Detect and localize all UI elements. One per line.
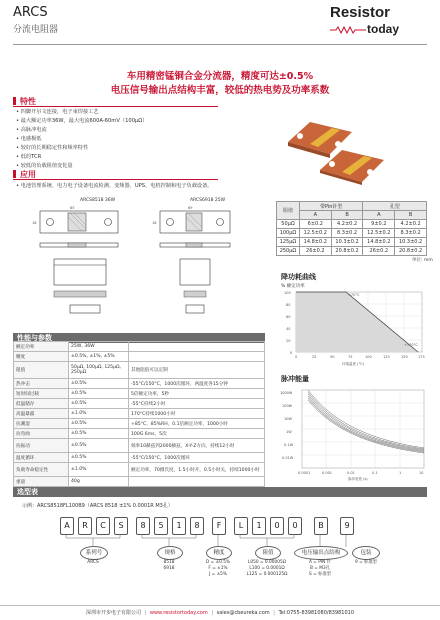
features-divider: [13, 106, 218, 107]
code-box: 5: [154, 517, 168, 535]
performance-heading: 性能与参数: [13, 333, 265, 343]
svg-text:10W: 10W: [284, 417, 292, 421]
dim-header-hole: 孔型: [363, 202, 427, 211]
code-box: 0: [270, 517, 284, 535]
resistor-wave-icon: [330, 26, 370, 34]
derating-xlabel: 环境温度 (°C): [342, 362, 365, 366]
application-divider: [13, 179, 218, 180]
table-row: 负载寿命稳定性 ±1.0% 额定功率，70摄氏度，1.5小时开，0.5小时关，持续1000小时: [14, 463, 265, 477]
svg-text:0.1: 0.1: [372, 471, 378, 475]
table-row: 精度 ±0.5%, ±1%, ±5%: [14, 352, 265, 362]
table-row: 阻值 50μΩ, 100μΩ, 125μΩ, 250μΩ 其他阻值可以定制: [14, 362, 265, 379]
svg-text:0.001: 0.001: [322, 471, 333, 475]
table-row: 温度循环 ±0.5% -55°C/150°C，1000次循环: [14, 453, 265, 463]
group-spec-values: 8518 6918: [163, 560, 175, 571]
group-resistance-name: 阻值: [255, 546, 281, 560]
slogan-line-1: 车用精密锰铜合金分流器，精度可达±0.5%: [126, 71, 314, 82]
dim-sub: B: [331, 211, 363, 220]
code-box: S: [114, 517, 128, 535]
svg-text:0.01: 0.01: [347, 471, 355, 475]
svg-text:100: 100: [365, 355, 372, 359]
footer-company: 深圳市开步电子有限公司: [85, 610, 141, 616]
svg-text:0: 0: [290, 351, 293, 355]
svg-text:18: 18: [32, 221, 37, 225]
svg-text:1: 1: [399, 471, 402, 475]
code-box: A: [60, 517, 74, 535]
svg-text:50: 50: [330, 355, 335, 359]
pulse-xlabel: 脉冲宽度 (s): [348, 477, 368, 481]
svg-text:175: 175: [418, 355, 425, 359]
application-text: • 电池管理系统、电力电子设备电流检测、变频器、UPS、电机控制和电子负载设备。: [16, 183, 213, 189]
dim-row: 250μΩ 26±0.2 20.8±0.2 26±0.2 20.8±0.2: [277, 247, 427, 256]
dim-header-r: 阻值: [277, 202, 300, 220]
performance-table: [13, 341, 265, 487]
dim-unit: 单位: mm: [412, 258, 433, 263]
code-box: 9: [340, 517, 354, 535]
group-series-values: ARCS: [87, 560, 99, 565]
header-divider: [13, 44, 427, 45]
svg-text:100W: 100W: [282, 404, 293, 408]
feature-item: • 较低的负载阻值变化量: [16, 163, 73, 169]
code-box: 1: [252, 517, 266, 535]
svg-text:18: 18: [152, 221, 157, 225]
dim-header-pin: 带Pin针型: [299, 202, 363, 211]
svg-text:1W: 1W: [286, 430, 292, 434]
footer-email[interactable]: sales@cbeureka.com: [216, 610, 270, 616]
dim-row: 50μΩ 6±0.2 4.2±0.2 9±0.2 4.2±0.2: [277, 220, 427, 229]
code-box: R: [78, 517, 92, 535]
feature-item: • 较好的长期稳定性和频率特性: [16, 145, 89, 151]
code-box: F: [212, 517, 226, 535]
svg-text:60: 60: [286, 315, 291, 319]
pulse-title: 脉冲能量: [281, 375, 309, 383]
svg-text:69: 69: [188, 206, 193, 210]
group-package-values: 9 = 标准型: [355, 560, 377, 565]
table-row: 抗振动 ±0.5% 频率10赫兹到2000赫兹，X-Y-Z方向，持续12小时: [14, 439, 265, 453]
footer-tel: Tel:0755-83981080/83981010: [278, 610, 355, 616]
application-heading: 应用: [13, 169, 36, 180]
group-package-name: 包装: [352, 546, 380, 560]
derating-end-label: +170°C: [404, 343, 418, 347]
logo-text-1: Resistor: [330, 4, 391, 21]
svg-text:0.01W: 0.01W: [282, 456, 294, 460]
table-row: 低温储存 ±0.5% -55°C持续2小时: [14, 399, 265, 409]
svg-text:85: 85: [70, 206, 75, 210]
ordering-heading: 选型表: [13, 487, 427, 497]
feature-item: • 四脚开尔文连接，电子束焊接工艺: [16, 109, 99, 115]
page-title: ARCS: [13, 5, 48, 20]
page-subtitle: 分流电阻器: [13, 25, 59, 35]
drawing-label-right: ARCS6918 25W: [190, 198, 226, 203]
svg-text:1000W: 1000W: [280, 391, 293, 395]
features-list: [16, 108, 147, 171]
svg-text:0.0001: 0.0001: [298, 471, 311, 475]
group-spec-name: 规格: [157, 546, 183, 560]
drawing-label-left: ARCS8518 36W: [80, 198, 116, 203]
derating-title: 降功耗曲线: [281, 273, 316, 281]
group-voltage-point-name: 电压输出点结构: [294, 546, 348, 560]
code-box: C: [96, 517, 110, 535]
svg-text:10: 10: [419, 471, 424, 475]
svg-text:25: 25: [312, 355, 317, 359]
code-box: 8: [190, 517, 204, 535]
logo-text-2: today: [367, 22, 400, 36]
ordering-example: 示例：ARCS8518FL100B9（ARCS 8518 ±1% 0.0001R M3孔）: [22, 503, 173, 509]
code-box: L: [234, 517, 248, 535]
code-box: B: [314, 517, 328, 535]
group-series-name: 系列号: [80, 546, 108, 560]
slogan-line-2: 电压信号输出点结构丰富，较低的热电势及功率系数: [110, 85, 330, 96]
dim-row: 100μΩ 12.5±0.2 8.3±0.2 12.5±0.2 8.3±0.2: [277, 229, 427, 238]
dim-row: 125μΩ 14.8±0.2 10.3±0.2 14.8±0.2 10.3±0.2: [277, 238, 427, 247]
dim-sub: A: [299, 211, 331, 220]
table-row: 抗潮湿 ±0.5% +85°C，85%RH，0.1倍额定功率，1000小时: [14, 419, 265, 429]
svg-text:0: 0: [295, 355, 298, 359]
dimension-table: [276, 201, 427, 256]
dim-sub: B: [395, 211, 427, 220]
svg-text:75: 75: [348, 355, 353, 359]
table-row: 重量 40g: [14, 477, 265, 487]
footer-website[interactable]: www.resistortoday.com: [149, 610, 208, 616]
features-heading: 特性: [13, 96, 36, 107]
svg-text:125: 125: [383, 355, 390, 359]
pulse-chart: [278, 386, 430, 482]
group-tolerance-values: D = ±0.5% F = ±1% J = ±5%: [205, 560, 231, 577]
table-row: 高温暴露 ±1.0% 170°C持续1000小时: [14, 409, 265, 419]
svg-text:0.1W: 0.1W: [284, 443, 294, 447]
table-row: 热冲击 ±0.5% -55°C/150°C，1000次循环，两温度各15分钟: [14, 379, 265, 389]
group-tolerance-name: 精度: [206, 546, 232, 560]
group-voltage-point-values: A = PIN 针 B = M3孔 S = 标准型: [308, 560, 331, 577]
brand-logo: [322, 4, 432, 44]
svg-text:40: 40: [286, 327, 291, 331]
feature-item: • 低的TCR: [16, 154, 42, 160]
code-box: 8: [136, 517, 150, 535]
derating-ylabel: % 额定功率: [281, 284, 305, 289]
drawing-arcs6918: [150, 205, 250, 325]
table-row: 短时间过载 ±0.5% 5倍额定功率，5秒: [14, 389, 265, 399]
code-box: 1: [172, 517, 186, 535]
code-box: 0: [288, 517, 302, 535]
dim-sub: A: [363, 211, 395, 220]
feature-item: • 高脉冲电流: [16, 127, 47, 133]
svg-text:80: 80: [286, 303, 291, 307]
table-row: 抗弯曲 ±0.5% 100G 6ms，5次: [14, 429, 265, 439]
derating-chart: [280, 288, 430, 368]
drawing-arcs8518: [30, 205, 130, 325]
svg-text:20: 20: [286, 339, 291, 343]
group-resistance-values: L050 = 0.00005Ω L100 = 0.0001Ω L125 = 0.000125Ω: [246, 560, 288, 577]
table-row: 额定功率 25W, 36W: [14, 342, 265, 352]
footer: 深圳市开步电子有限公司 | www.resistortoday.com | sales@cbeureka.com | Tel:0755-83981080/83981010: [0, 605, 440, 620]
svg-text:150: 150: [401, 355, 408, 359]
feature-item: • 最大额定功率36W，最大电流600A-60mV（100μΩ）: [16, 118, 148, 124]
product-photo: [280, 108, 385, 186]
derating-knee-label: +70°C: [348, 293, 360, 297]
svg-text:100: 100: [284, 291, 291, 295]
feature-item: • 电感极低: [16, 136, 42, 142]
